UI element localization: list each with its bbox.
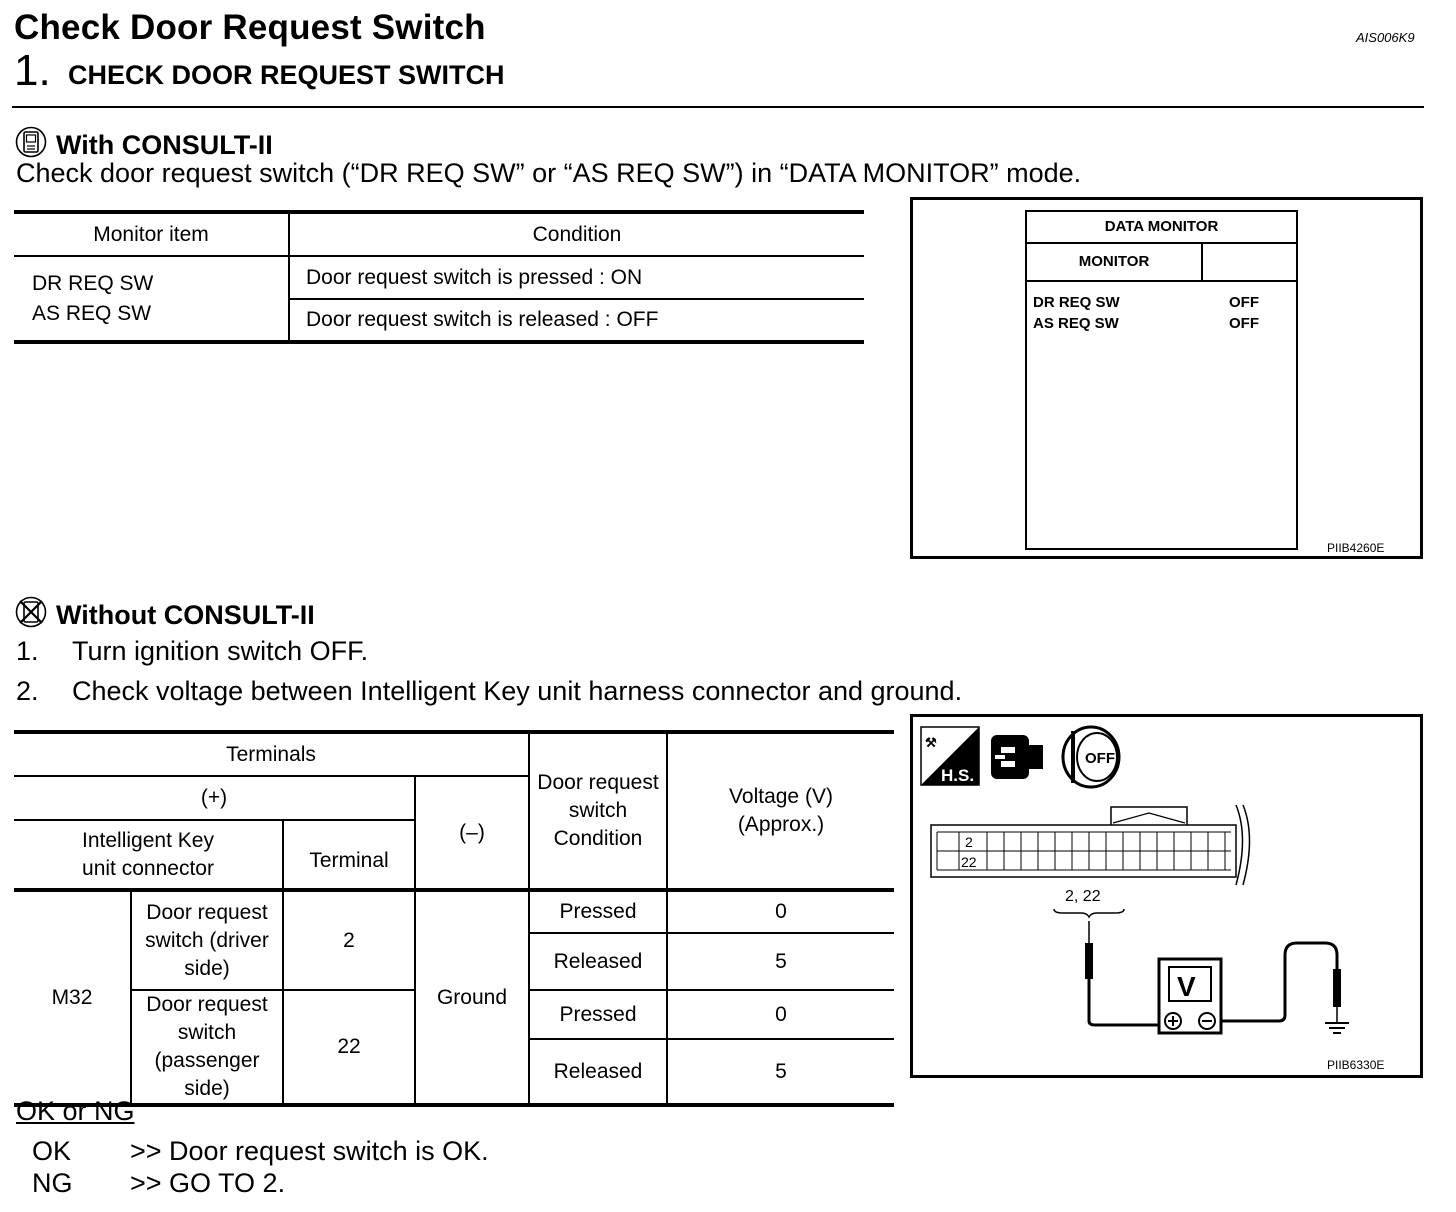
- result-ng-text: >> GO TO 2.: [130, 1168, 286, 1198]
- header-switch-condition: Door request switch Condition: [529, 732, 667, 890]
- monitor-table: [14, 210, 864, 344]
- condition-cell: Pressed: [529, 890, 667, 933]
- header-terminals: Terminals: [14, 732, 529, 776]
- data-monitor-subtitle: MONITOR: [1027, 244, 1203, 280]
- connector-m32: M32: [14, 890, 131, 1105]
- condition-cell: Pressed: [529, 990, 667, 1039]
- condition-cell: Released: [529, 1039, 667, 1105]
- switch-passenger-side: Door request switch (passenger side): [131, 990, 283, 1105]
- monitor-item-as: AS REQ SW: [32, 301, 152, 325]
- condition-released: Door request switch is released : OFF: [306, 308, 659, 331]
- ignition-off-icon: [1063, 727, 1119, 787]
- document-id: AIS006K9: [1356, 30, 1415, 45]
- negative-probe: [1333, 969, 1341, 1007]
- result-ok-key: OK: [32, 1136, 72, 1166]
- step-2-text: Check voltage between Intelligent Key unit harness connector and ground.: [72, 676, 963, 706]
- voltage-cell: 0: [667, 990, 894, 1039]
- voltmeter-label: V: [1177, 971, 1196, 1002]
- figure-id: PIIB4260E: [1327, 541, 1385, 555]
- condition-cell: Released: [529, 933, 667, 990]
- with-consult-heading: With CONSULT-II: [14, 126, 273, 165]
- step-number: 1.: [14, 46, 51, 95]
- figure-id: PIIB6330E: [1327, 1058, 1385, 1072]
- data-monitor-title: DATA MONITOR: [1027, 212, 1296, 244]
- condition-pressed: Door request switch is pressed : ON: [306, 265, 643, 289]
- header-plus: (+): [14, 776, 415, 820]
- header-minus: (–): [415, 776, 529, 890]
- voltage-cell: 5: [667, 1039, 894, 1105]
- monitor-item-dr: DR REQ SW: [32, 271, 154, 295]
- result-heading: OK or NG: [16, 1096, 135, 1126]
- voltage-table: [14, 730, 894, 1107]
- header-connector: Intelligent Key unit connector: [14, 820, 283, 890]
- svg-text:OFF: OFF: [1085, 750, 1115, 767]
- pin-label-22: 22: [961, 854, 977, 870]
- ground-symbol-icon: [1325, 1023, 1349, 1033]
- result-ok-text: >> Door request switch is OK.: [130, 1136, 489, 1166]
- header-terminal: Terminal: [283, 820, 415, 890]
- voltage-check-figure: [910, 714, 1423, 1078]
- consult-instruction: Check door request switch (“DR REQ SW” or “AS REQ SW”) in “DATA MONITOR” mode.: [16, 158, 1082, 188]
- monitor-items-cell: [14, 256, 289, 342]
- pin-label-2: 2: [965, 834, 973, 850]
- result-ng-key: NG: [32, 1168, 73, 1198]
- header-voltage: Voltage (V) (Approx.): [667, 732, 894, 890]
- voltage-cell: 0: [667, 890, 894, 933]
- positive-probe: [1085, 943, 1093, 979]
- harness-connector: [931, 805, 1250, 885]
- without-consult-heading: Without CONSULT-II: [14, 596, 315, 635]
- pins-label: 2, 22: [1065, 888, 1101, 905]
- svg-text:⚒: ⚒: [925, 735, 937, 750]
- step-title: CHECK DOOR REQUEST SWITCH: [68, 60, 505, 90]
- harness-side-icon: [921, 727, 979, 785]
- data-monitor-screen: [1025, 210, 1298, 550]
- header-condition: Condition: [532, 222, 622, 246]
- voltage-cell: 5: [667, 933, 894, 990]
- terminal-22: 22: [283, 990, 415, 1105]
- connector-disconnect-icon: [991, 735, 1043, 779]
- data-monitor-row: DR REQ SW OFF: [1033, 294, 1259, 311]
- switch-driver-side: Door request switch (driver side): [131, 890, 283, 990]
- terminal-2: 2: [283, 890, 415, 990]
- voltmeter: [1159, 959, 1221, 1033]
- ground-cell: Ground: [415, 890, 529, 1105]
- step-2-number: 2.: [16, 676, 39, 706]
- header-rule: [12, 106, 1424, 108]
- svg-text:H.S.: H.S.: [941, 766, 975, 785]
- data-monitor-subheader: [1027, 244, 1296, 282]
- data-monitor-row: AS REQ SW OFF: [1033, 315, 1259, 332]
- step-1-text: Turn ignition switch OFF.: [72, 636, 369, 666]
- page-title: Check Door Request Switch: [14, 8, 486, 47]
- step-1-number: 1.: [16, 636, 39, 666]
- data-monitor-rows: [1027, 282, 1296, 334]
- no-consult-tool-icon: [14, 596, 48, 635]
- data-monitor-figure: [910, 197, 1423, 559]
- header-monitor-item: Monitor item: [14, 212, 289, 256]
